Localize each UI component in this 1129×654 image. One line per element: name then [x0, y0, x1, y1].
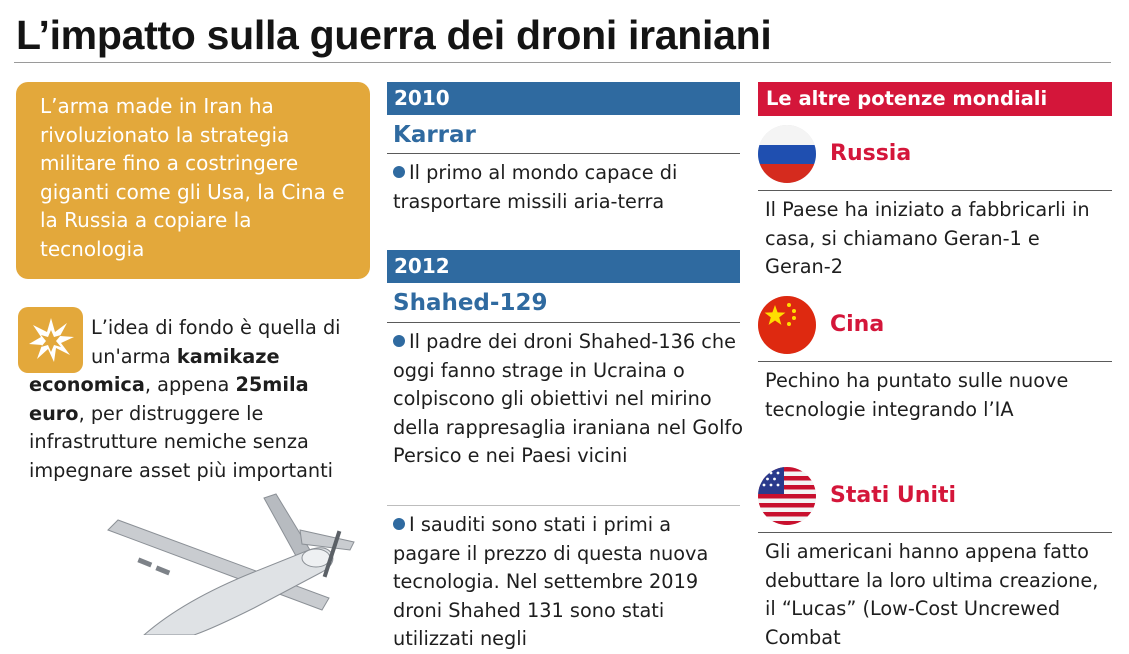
- country-name-stati-uniti: Stati Uniti: [830, 483, 957, 508]
- timeline-item: Il primo al mondo capace di trasportare missili aria-terra: [393, 161, 678, 213]
- year-bar-2010: 2010: [387, 82, 740, 115]
- divider: [387, 322, 740, 323]
- intro-text: L’arma made in Iran ha rivoluzionato la strategia militare fino a costringere giganti come gli Usa, la Cina e la Russia a copiare la tecnologia: [40, 94, 345, 261]
- divider: [758, 532, 1112, 533]
- idea-paragraph: L’idea di fondo è quella di un'arma kamikaze economica, appena 25mila euro, per distruggere le infrastrutture nemiche senza impegnare asset più importanti: [29, 316, 341, 482]
- country-text-stati-uniti: Gli americani hanno appena fatto debuttare la loro ultima creazione, il “Lucas” (Low-Cost Uncrewed Combat: [765, 540, 1099, 649]
- russia-flag-icon: [758, 125, 816, 183]
- divider: [758, 190, 1112, 191]
- powers-header: Le altre potenze mondiali: [758, 82, 1112, 116]
- country-name-cina: Cina: [830, 312, 885, 337]
- title-divider: [14, 62, 1111, 63]
- divider: [758, 361, 1112, 362]
- country-text-cina: Pechino ha puntato sulle nuove tecnologie integrando l’IA: [765, 369, 1069, 421]
- country-text-russia: Il Paese ha iniziato a fabbricarli in casa, si chiamano Geran-1 e Geran-2: [765, 198, 1090, 278]
- kamikaze-highlight: kamikaze economica: [29, 344, 280, 396]
- divider: [387, 505, 740, 506]
- year-bar-2012: 2012: [387, 250, 740, 283]
- china-flag-icon: [758, 296, 816, 354]
- price-highlight: 25mila euro: [29, 373, 309, 425]
- country-name-russia: Russia: [830, 141, 912, 166]
- intro-box: [16, 82, 370, 279]
- bullet-icon: [393, 335, 405, 347]
- timeline-item: Il padre dei droni Shahed-136 che oggi fanno strage in Ucraina o colpiscono gli obiettivi nel mirino della rappresaglia iraniana nel Golfo Persico e nei Paesi vicini: [393, 330, 744, 467]
- drone-illustration: [104, 490, 374, 635]
- page-title: L’impatto sulla guerra dei droni iraniani: [16, 12, 772, 58]
- drone-name-karrar: Karrar: [393, 122, 476, 148]
- bullet-icon: [393, 518, 405, 530]
- usa-flag-icon: [758, 467, 816, 525]
- bullet-icon: [393, 166, 405, 178]
- divider: [387, 153, 740, 154]
- drone-name-shahed-129: Shahed-129: [393, 290, 548, 316]
- timeline-item: I sauditi sono stati i primi a pagare il prezzo di questa nuova tecnologia. Nel settembre 2019 droni Shahed 131 sono stati utilizzati negli: [393, 513, 709, 650]
